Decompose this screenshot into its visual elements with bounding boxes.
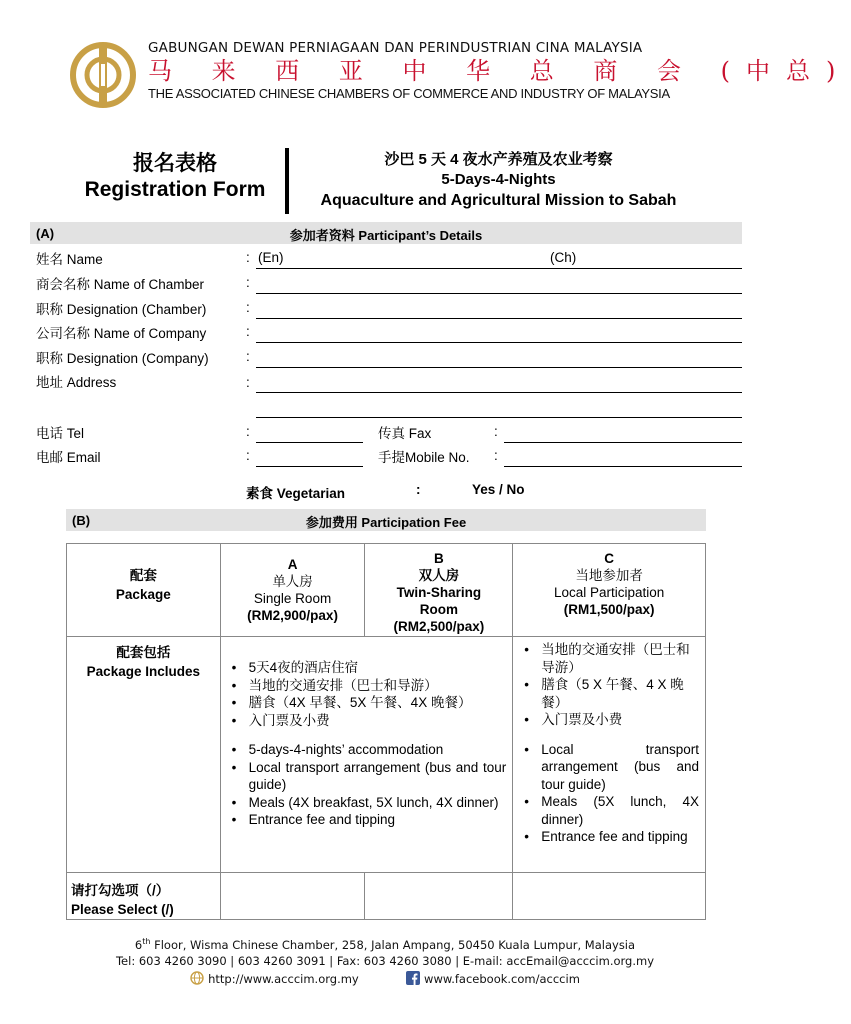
title-divider <box>285 148 289 214</box>
tel-field[interactable] <box>256 442 363 443</box>
email-label: 电邮 Email <box>36 450 101 465</box>
chamber-name-field[interactable] <box>256 293 742 294</box>
select-header-cell <box>67 873 221 920</box>
acccim-logo-icon <box>70 42 136 108</box>
section-b-code: (B) <box>72 513 91 528</box>
option-c-en: Local Participation <box>553 585 665 600</box>
select-option-a-cell[interactable] <box>220 873 365 920</box>
fax-colon: : <box>494 424 498 439</box>
list-item: • 入门票及小费 <box>521 711 699 729</box>
name-en-label: (En) <box>258 250 284 265</box>
mobile-label: 手提Mobile No. <box>378 450 470 465</box>
company-name-label: 公司名称 Name of Company <box>36 326 207 341</box>
option-c-price: (RM1,500/pax) <box>563 602 655 617</box>
includes-label-cn: 配套包括 <box>116 645 171 660</box>
designation-company-field[interactable] <box>256 367 742 368</box>
trip-title-cn: 沙巴 5 天 4 夜水产养殖及农业考察 <box>384 151 613 168</box>
section-b-header <box>66 509 706 531</box>
option-b-price: (RM2,500/pax) <box>393 619 485 634</box>
vegetarian-colon: : <box>416 482 421 497</box>
company-name-colon: : <box>246 324 250 339</box>
option-b-en-2: Room <box>419 602 458 617</box>
list-item: • 5-days-4-nights’ accommodation <box>229 741 507 759</box>
footer-contact: Tel: 603 4260 3090 | 603 4260 3091 | Fax: 603 4260 3080 | E-mail: accEmail@acccim.org.my <box>115 954 655 968</box>
package-label-en: Package <box>115 587 171 602</box>
facebook-link[interactable]: www.facebook.com/acccim <box>424 972 580 986</box>
list-item: • 入门票及小费 <box>229 712 507 730</box>
footer-address: 6th Floor, Wisma Chinese Chamber, 258, Jalan Ampang, 50450 Kuala Lumpur, Malaysia <box>134 937 636 952</box>
select-option-c-cell[interactable] <box>513 873 706 920</box>
chamber-name-colon: : <box>246 275 250 290</box>
footer-address-text: Floor, Wisma Chinese Chamber, 258, Jalan Ampang, 50450 Kuala Lumpur, Malaysia <box>150 937 636 952</box>
designation-chamber-field[interactable] <box>256 318 742 319</box>
option-b-header-cell <box>365 544 513 637</box>
form-title-en: Registration Form <box>84 178 266 201</box>
list-item: • Entrance fee and tipping <box>229 811 507 829</box>
tel-label: 电话 Tel <box>36 426 85 441</box>
trip-title <box>296 150 701 212</box>
tel-colon: : <box>246 424 250 439</box>
option-c-cn-list <box>513 641 705 729</box>
list-item: • Local transport arrangement (bus and tour guide) <box>521 741 699 794</box>
website-link[interactable]: http://www.acccim.org.my <box>208 972 359 986</box>
globe-icon <box>190 971 204 985</box>
email-colon: : <box>246 448 250 463</box>
vegetarian-label: 素食 Vegetarian <box>246 486 346 501</box>
list-item: • 5天4夜的酒店住宿 <box>229 659 507 677</box>
name-colon: : <box>246 250 250 265</box>
option-ab-cn-list <box>221 659 513 729</box>
table-row-select <box>67 873 706 920</box>
designation-chamber-label: 职称 Designation (Chamber) <box>36 302 207 317</box>
fee-table <box>66 543 706 920</box>
option-a-cn: 单人房 <box>272 574 313 589</box>
section-a-header <box>30 222 742 244</box>
option-ab-includes-cell <box>220 637 513 873</box>
list-item: • 膳食（4X 早餐、5X 午餐、4X 晚餐） <box>229 694 507 712</box>
option-c-header-cell <box>513 544 706 637</box>
package-label-cn: 配套 <box>129 568 157 583</box>
address-field-line-1[interactable] <box>256 392 742 393</box>
list-item: • 当地的交通安排（巴士和导游） <box>521 641 699 676</box>
option-c-letter: C <box>604 551 614 566</box>
mobile-colon: : <box>494 448 498 463</box>
option-c-cn: 当地参加者 <box>575 568 643 583</box>
option-a-letter: A <box>287 557 298 572</box>
list-item: • 膳食（5 X 午餐、4 X 晚餐） <box>521 676 699 711</box>
list-item: • Meals (4X breakfast, 5X lunch, 4X dinner) <box>229 794 507 812</box>
designation-company-colon: : <box>246 349 250 364</box>
email-field[interactable] <box>256 466 363 467</box>
list-item: • 当地的交通安排（巴士和导游） <box>229 677 507 695</box>
footer-floor-suffix: th <box>142 937 151 946</box>
address-field-line-2[interactable] <box>256 417 742 418</box>
option-ab-en-list <box>221 741 513 829</box>
letterhead <box>70 40 851 110</box>
list-item: • Local transport arrangement (bus and tour guide) <box>229 759 507 794</box>
designation-chamber-colon: : <box>246 300 250 315</box>
section-a-code: (A) <box>36 226 55 241</box>
name-ch-label: (Ch) <box>550 250 577 265</box>
address-colon: : <box>246 375 250 390</box>
name-label: 姓名 Name <box>36 252 103 267</box>
section-a-heading: 参加者资料 Participant’s Details <box>289 228 483 243</box>
fax-field[interactable] <box>504 442 742 443</box>
option-a-header-cell <box>220 544 365 637</box>
option-c-includes-cell <box>513 637 706 873</box>
trip-title-en: Aquaculture and Agricultural Mission to Sabah <box>320 192 677 209</box>
package-header-cell <box>67 544 221 637</box>
option-c-en-list <box>513 741 705 846</box>
name-field[interactable] <box>256 268 742 269</box>
address-label: 地址 Address <box>36 375 117 390</box>
facebook-icon <box>406 971 420 985</box>
option-b-en-1: Twin-Sharing <box>396 585 482 600</box>
includes-header-cell <box>67 637 221 873</box>
select-option-b-cell[interactable] <box>365 873 513 920</box>
select-label-en: Please Select (/) <box>71 902 174 917</box>
org-name-chinese: 马 来 西 亚 中 华 总 商 会 (中总) <box>148 57 851 85</box>
option-b-cn: 双人房 <box>418 568 460 583</box>
table-row-header <box>67 544 706 637</box>
company-name-field[interactable] <box>256 342 742 343</box>
option-a-price: (RM2,900/pax) <box>247 608 338 623</box>
option-a-en: Single Room <box>253 591 332 606</box>
form-title-cn: 报名表格 <box>133 151 217 175</box>
select-label-cn: 请打勾选项（/） <box>71 883 170 898</box>
includes-label-en: Package Includes <box>86 664 200 679</box>
designation-company-label: 职称 Designation (Company) <box>36 351 209 366</box>
form-title <box>70 150 280 204</box>
mobile-field[interactable] <box>504 466 742 467</box>
section-b-heading: 参加费用 Participation Fee <box>305 515 467 530</box>
table-row-includes <box>67 637 706 873</box>
org-name-malay: GABUNGAN DEWAN PERNIAGAAN DAN PERINDUSTRIAN CINA MALAYSIA <box>148 40 643 56</box>
chamber-name-label: 商会名称 Name of Chamber <box>36 277 205 292</box>
trip-title-days: 5-Days-4-Nights <box>441 171 556 188</box>
footer-links <box>0 971 770 986</box>
vegetarian-options[interactable]: Yes / No <box>472 482 525 497</box>
option-b-letter: B <box>433 551 444 566</box>
org-name-english: THE ASSOCIATED CHINESE CHAMBERS OF COMMERCE AND INDUSTRY OF MALAYSIA <box>148 86 670 101</box>
list-item: • Meals (5X lunch, 4X dinner) <box>521 793 699 828</box>
fax-label: 传真 Fax <box>378 426 432 441</box>
list-item: • Entrance fee and tipping <box>521 828 699 846</box>
